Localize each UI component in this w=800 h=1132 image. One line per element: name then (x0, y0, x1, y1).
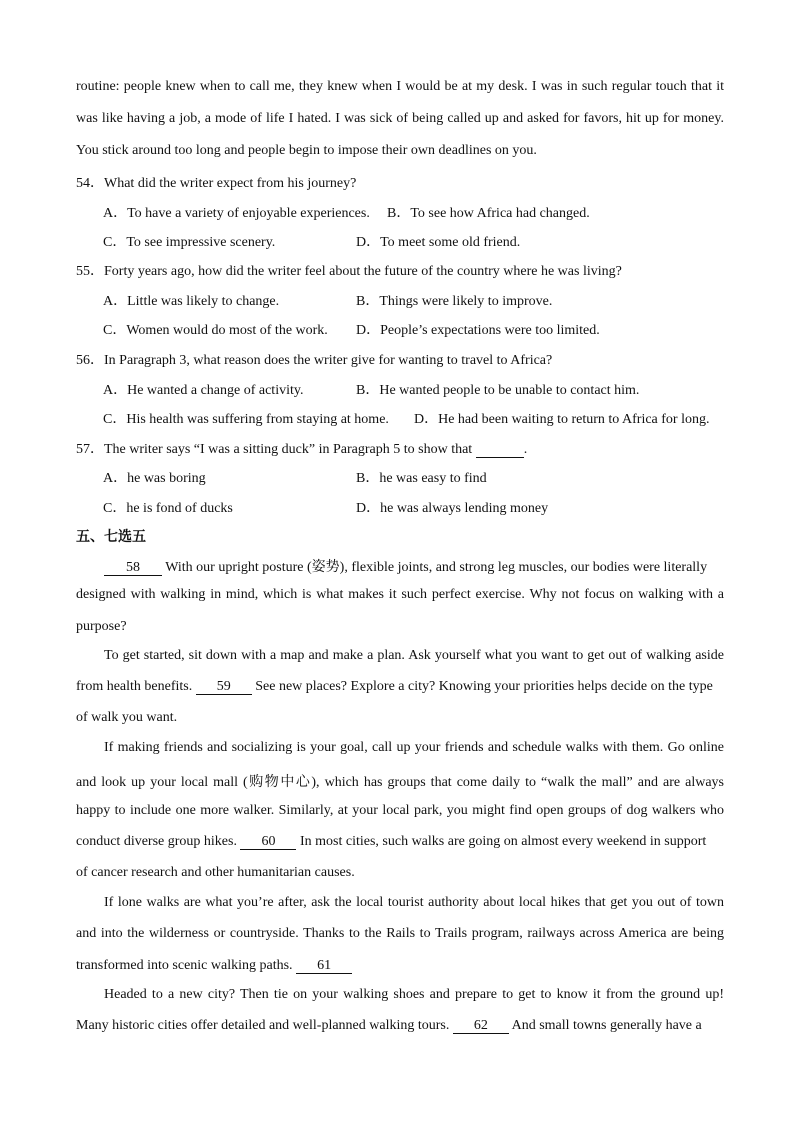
question-57-option-c[interactable]: C．he is fond of ducks (103, 501, 233, 516)
question-57-option-d[interactable]: D．he was always lending money (356, 501, 549, 516)
passage-line-3: You stick around too long and people begin to impose their own deadlines on you. (76, 143, 537, 158)
question-57-stem-end: . (523, 442, 528, 457)
para4-line-3 (76, 958, 724, 974)
passage-line-1: routine: people knew when to call me, they knew when I would be at my desk. I was in such regular touch that it (76, 79, 724, 94)
question-54-stem: 54．What did the writer expect from his journey? (76, 176, 357, 191)
question-55-option-b[interactable]: B．Things were likely to improve. (356, 294, 553, 309)
para1-line-1-text: With our upright posture (姿势), flexible joints, and strong leg muscles, our bodies were literally (165, 560, 708, 575)
question-56-option-a[interactable]: A．He wanted a change of activity. (103, 383, 304, 398)
para3-line-2: and look up your local mall (购物中心), which has groups that come daily to “walk the mall” and are always (76, 775, 724, 790)
question-57-stem-text: 57．The writer says “I was a sitting duck” in Paragraph 5 to show that (76, 442, 473, 457)
para3-line-4-after: In most cities, such walks are going on almost every weekend in support (299, 834, 707, 849)
blank-61[interactable]: 61 (296, 959, 352, 974)
para3-line-4 (76, 834, 724, 850)
para5-line-2 (76, 1018, 724, 1034)
question-55-option-c[interactable]: C．Women would do most of the work. (103, 323, 328, 338)
para3-line-4-before: conduct diverse group hikes. (76, 834, 237, 849)
question-57-option-a[interactable]: A．he was boring (103, 471, 206, 486)
question-56-option-b[interactable]: B．He wanted people to be unable to contact him. (356, 383, 640, 398)
para2-line-2-after: See new places? Explore a city? Knowing your priorities helps decide on the type (255, 679, 713, 694)
para1-line-2: designed with walking in mind, which is what makes it such perfect exercise. Why not focus on walking with a (76, 587, 724, 602)
passage-line-2: was like having a job, a mode of life I hated. I was sick of being called up and asked for favors, hit up for money. (76, 111, 724, 126)
blank-59[interactable]: 59 (196, 680, 252, 695)
para2-line-1: To get started, sit down with a map and make a plan. Ask yourself what you want to get out of walking aside (104, 648, 724, 663)
para2-line-3: of walk you want. (76, 710, 178, 725)
blank-58[interactable]: 58 (104, 561, 162, 576)
question-54-option-c[interactable]: C．To see impressive scenery. (103, 235, 276, 250)
question-54-option-a[interactable]: A．To have a variety of enjoyable experiences. (103, 206, 370, 221)
section-title: 五、七选五 (76, 529, 146, 545)
question-56-option-d[interactable]: D．He had been waiting to return to Africa for long. (414, 412, 710, 427)
para3-line-1: If making friends and socializing is your goal, call up your friends and schedule walks with them. Go online (104, 740, 724, 755)
para4-line-3-before: transformed into scenic walking paths. (76, 958, 293, 973)
para4-line-1: If lone walks are what you’re after, ask the local tourist authority about local hikes that get you out of town (104, 895, 724, 910)
para5-line-1: Headed to a new city? Then tie on your walking shoes and prepare to get to know it from the ground up! (104, 987, 724, 1002)
para1-line-1 (76, 556, 724, 576)
para1-line-3: purpose? (76, 619, 127, 634)
question-57-stem (76, 438, 724, 458)
blank-60[interactable]: 60 (240, 835, 296, 850)
question-57-option-b[interactable]: B．he was easy to find (356, 471, 487, 486)
para5-line-2-before: Many historic cities offer detailed and well-planned walking tours. (76, 1018, 450, 1033)
para3-line-3: happy to include one more walker. Similarly, at your local park, you might find open groups of dog walkers who (76, 803, 724, 818)
question-55-option-a[interactable]: A．Little was likely to change. (103, 294, 280, 309)
question-56-option-c[interactable]: C．His health was suffering from staying at home. (103, 412, 389, 427)
question-55-stem: 55．Forty years ago, how did the writer feel about the future of the country where he was living? (76, 264, 622, 279)
question-56-stem: 56．In Paragraph 3, what reason does the writer give for wanting to travel to Africa? (76, 353, 553, 368)
para2-line-2-before: from health benefits. (76, 679, 193, 694)
para3-line-5: of cancer research and other humanitarian causes. (76, 865, 355, 880)
blank-62[interactable]: 62 (453, 1019, 509, 1034)
para5-line-2-after: And small towns generally have a (511, 1018, 702, 1033)
question-55-option-d[interactable]: D．People’s expectations were too limited. (356, 323, 600, 338)
question-54-option-b[interactable]: B．To see how Africa had changed. (387, 206, 590, 221)
question-57-answer-blank[interactable] (476, 443, 524, 458)
para4-line-2: and into the wilderness or countryside. Thanks to the Rails to Trails program, railways across America are being (76, 926, 724, 941)
para2-line-2 (76, 679, 724, 695)
question-54-option-d[interactable]: D．To meet some old friend. (356, 235, 521, 250)
